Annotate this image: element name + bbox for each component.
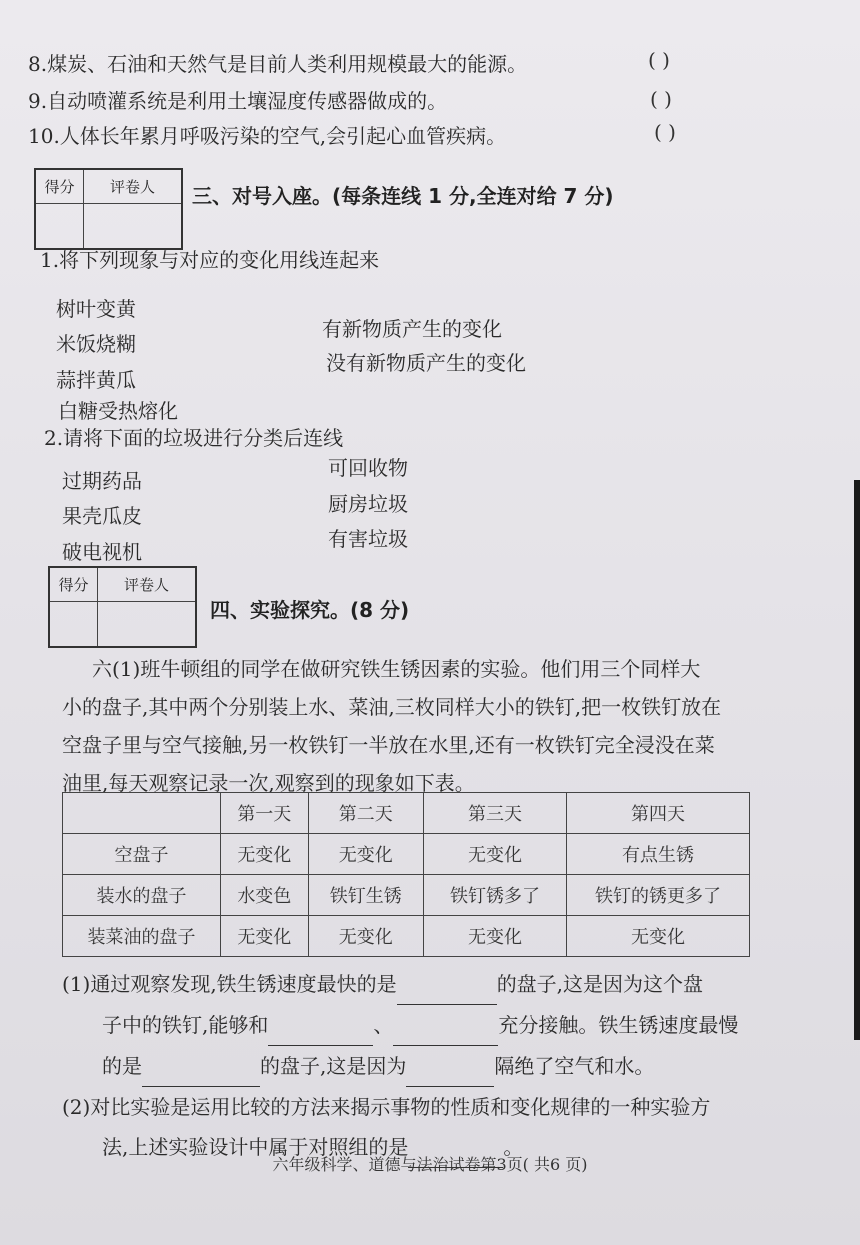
- answer-blank[interactable]: [406, 1046, 494, 1087]
- experiment-line: 空盘子里与空气接触,另一枚铁钉一半放在水里,还有一枚铁钉完全浸没在菜: [62, 733, 715, 757]
- table-row: [63, 875, 750, 916]
- garbage-item[interactable]: 破电视机: [62, 540, 142, 564]
- table-row: [63, 916, 750, 957]
- garbage-item[interactable]: 果壳瓜皮: [62, 504, 142, 528]
- score-cell[interactable]: [50, 602, 98, 646]
- tf-answer-9[interactable]: ( ): [650, 87, 672, 111]
- table-cell: 无变化: [308, 916, 423, 957]
- question-4-2-line: (2)对比实验是运用比较的方法来揭示事物的性质和变化规律的一种实验方: [62, 1095, 711, 1119]
- score-box-section-4: [48, 566, 197, 648]
- table-cell: 无变化: [221, 834, 309, 875]
- question-4-1-line: (1)通过观察发现,铁生锈速度最快的是 的盘子,这是因为这个盘: [62, 964, 772, 1005]
- table-cell: 无变化: [567, 916, 750, 957]
- table-header-cell: 第一天: [221, 793, 309, 834]
- tf-answer-10[interactable]: ( ): [654, 120, 676, 144]
- table-cell: 铁钉锈多了: [423, 875, 566, 916]
- experiment-line: 六(1)班牛顿组的同学在做研究铁生锈因素的实验。他们用三个同样大: [92, 657, 701, 681]
- table-header-row: [63, 793, 750, 834]
- garbage-category[interactable]: 有害垃圾: [328, 527, 408, 551]
- section-3-title: 三、对号入座。(每条连线 1 分,全连对给 7 分): [192, 184, 614, 208]
- score-label: 得分: [36, 170, 84, 204]
- table-cell: 无变化: [221, 916, 309, 957]
- score-label: 得分: [50, 568, 98, 602]
- answer-blank[interactable]: [397, 964, 497, 1005]
- experiment-line: 小的盘子,其中两个分别装上水、菜油,三枚同样大小的铁钉,把一枚铁钉放在: [62, 695, 722, 719]
- table-cell: 无变化: [423, 916, 566, 957]
- phenomenon-item[interactable]: 树叶变黄: [56, 297, 136, 321]
- phenomenon-item[interactable]: 白糖受热熔化: [58, 399, 178, 423]
- garbage-category[interactable]: 可回收物: [328, 456, 408, 480]
- table-cell: 装菜油的盘子: [63, 916, 221, 957]
- answer-blank[interactable]: [393, 1005, 498, 1046]
- score-cell[interactable]: [36, 204, 84, 248]
- question-3-2: 2.请将下面的垃圾进行分类后连线: [44, 426, 344, 450]
- table-header-cell: 第三天: [423, 793, 566, 834]
- table-cell: 空盘子: [63, 834, 221, 875]
- grader-cell[interactable]: [98, 602, 195, 646]
- table-cell: 有点生锈: [567, 834, 750, 875]
- experiment-line: 油里,每天观察记录一次,观察到的现象如下表。: [62, 771, 475, 795]
- table-cell: 水变色: [221, 875, 309, 916]
- grader-label: 评卷人: [98, 568, 195, 602]
- question-4-1-line: 的是 的盘子,这是因为 隔绝了空气和水。: [62, 1046, 772, 1087]
- observation-table: [62, 792, 750, 957]
- answer-blank[interactable]: [268, 1005, 373, 1046]
- question-4-2-line: 法,上述实验设计中属于对照组的是 。: [62, 1127, 772, 1168]
- table-header-cell: 第二天: [308, 793, 423, 834]
- experiment-description: [62, 650, 772, 802]
- table-cell: 装水的盘子: [63, 875, 221, 916]
- garbage-item[interactable]: 过期药品: [62, 469, 142, 493]
- tf-answer-8[interactable]: ( ): [648, 48, 670, 72]
- answer-blank[interactable]: [142, 1046, 260, 1087]
- table-cell: 无变化: [308, 834, 423, 875]
- phenomenon-item[interactable]: 蒜拌黄瓜: [56, 368, 136, 392]
- page-footer: 六年级科学、道德与法治试卷第3页( 共6 页): [272, 1155, 588, 1174]
- section-4-title: 四、实验探究。(8 分): [210, 598, 410, 622]
- garbage-category[interactable]: 厨房垃圾: [328, 492, 408, 516]
- table-header-cell: 第四天: [567, 793, 750, 834]
- change-type-item[interactable]: 有新物质产生的变化: [322, 317, 502, 341]
- questions-block: [62, 964, 772, 1168]
- table-header-cell: [63, 793, 221, 834]
- tf-item-9: 9.自动喷灌系统是利用土壤湿度传感器做成的。: [28, 89, 448, 113]
- table-cell: 铁钉的锈更多了: [567, 875, 750, 916]
- question-3-1: 1.将下列现象与对应的变化用线连起来: [40, 248, 380, 272]
- question-4-1-line: 子中的铁钉,能够和 、 充分接触。铁生锈速度最慢: [62, 1005, 772, 1046]
- table-cell: 铁钉生锈: [308, 875, 423, 916]
- table-cell: 无变化: [423, 834, 566, 875]
- change-type-item[interactable]: 没有新物质产生的变化: [326, 351, 526, 375]
- tf-item-8: 8.煤炭、石油和天然气是目前人类利用规模最大的能源。: [28, 52, 528, 76]
- grader-cell[interactable]: [84, 204, 181, 248]
- score-box-section-3: [34, 168, 183, 250]
- tf-item-10: 10.人体长年累月呼吸污染的空气,会引起心血管疾病。: [28, 124, 507, 148]
- page-edge-shadow: [854, 480, 860, 1040]
- phenomenon-item[interactable]: 米饭烧糊: [56, 332, 136, 356]
- table-row: [63, 834, 750, 875]
- grader-label: 评卷人: [84, 170, 181, 204]
